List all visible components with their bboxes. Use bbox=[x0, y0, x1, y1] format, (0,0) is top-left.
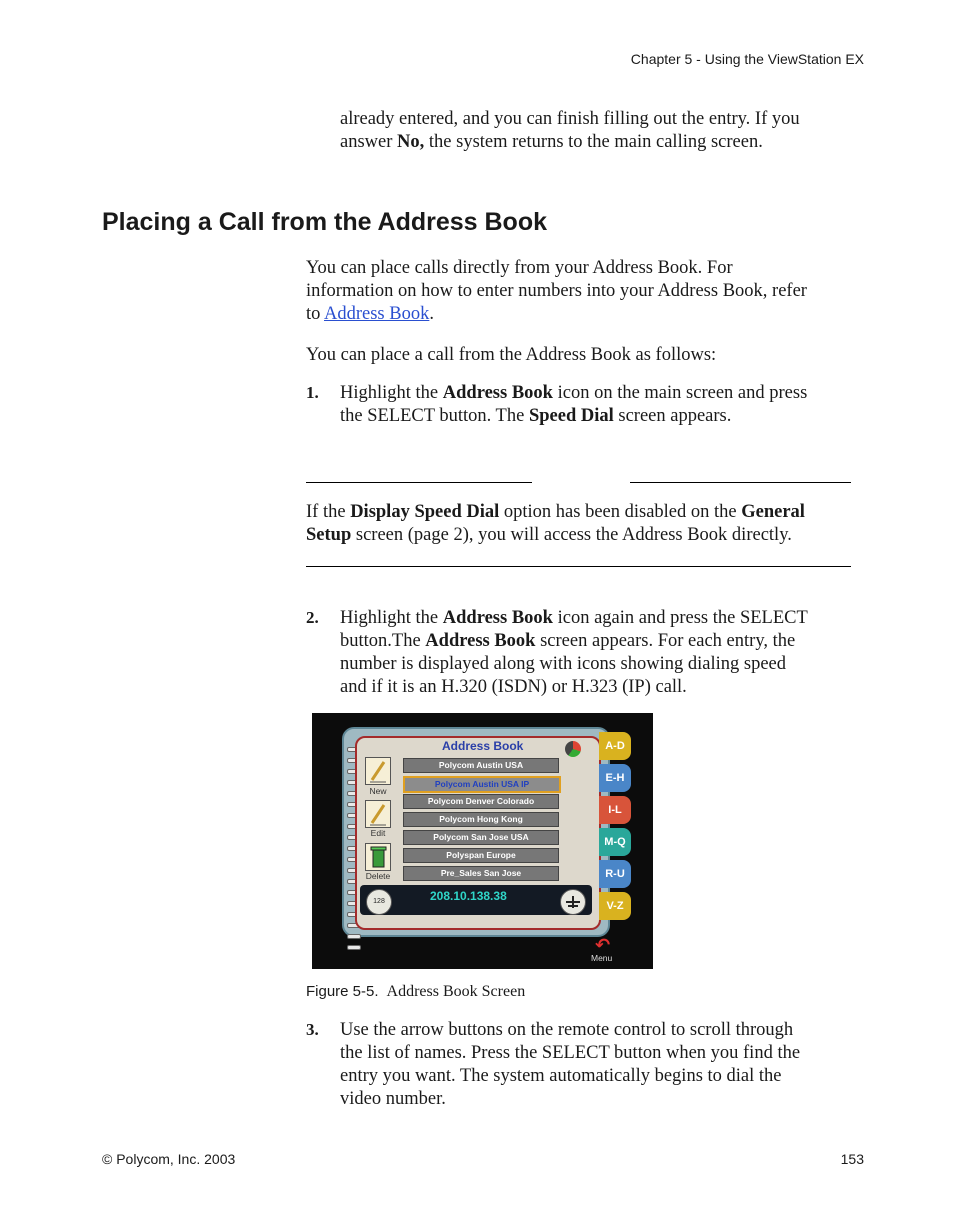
letter-tab[interactable]: I-L bbox=[599, 796, 631, 824]
address-entry[interactable]: Polycom Austin USA bbox=[403, 758, 559, 773]
step-2-text: Highlight the Address Book icon again and press the SELECT button.The Address Book screen appears. For each entry, the number is displayed along with icons showing dialing speed and if it is an H.320 (ISDN) or H.323 (IP) call. bbox=[340, 608, 808, 697]
note-text: If the Display Speed Dial option has been disabled on the General Setup screen (page 2), you will access the Address Book directly. bbox=[306, 502, 805, 545]
address-book-title: Address Book bbox=[442, 739, 524, 753]
selected-number: 208.10.138.38 bbox=[430, 889, 507, 903]
step-3-number: 3. bbox=[306, 1020, 319, 1039]
note-rule-bottom bbox=[306, 566, 851, 567]
address-entry[interactable]: Polycom Austin USA IP bbox=[403, 776, 561, 793]
note-rule-left bbox=[306, 482, 532, 483]
spiral-ring bbox=[347, 934, 361, 939]
letter-tab[interactable]: M-Q bbox=[599, 828, 631, 856]
letter-tab[interactable]: A-D bbox=[599, 732, 631, 760]
trash-can-icon bbox=[366, 844, 390, 870]
running-header: Chapter 5 - Using the ViewStation EX bbox=[630, 51, 864, 67]
ip-network-icon bbox=[561, 890, 585, 914]
section-lead-paragraph: You can place a call from the Address Book as follows: bbox=[306, 345, 717, 365]
step-2-number: 2. bbox=[306, 608, 319, 627]
delete-entry-button[interactable] bbox=[365, 843, 391, 871]
intro-line-1: already entered, and you can finish filling out the entry. If you bbox=[340, 109, 800, 129]
address-entry[interactable]: Polycom Denver Colorado bbox=[403, 794, 559, 809]
section-title: Placing a Call from the Address Book bbox=[102, 208, 548, 236]
address-entry[interactable]: Polycom Hong Kong bbox=[403, 812, 559, 827]
footer-copyright: © Polycom, Inc. 2003 bbox=[102, 1151, 236, 1167]
address-entry[interactable]: Polyspan Europe bbox=[403, 848, 559, 863]
network-icon bbox=[560, 889, 586, 915]
section-intro-paragraph: You can place calls directly from your Address Book. For information on how to enter numbers into your Address Book, refer to Address Book. bbox=[306, 258, 807, 324]
letter-tab[interactable]: V-Z bbox=[599, 892, 631, 920]
edit-entry-button[interactable] bbox=[365, 800, 391, 828]
polycom-logo-icon bbox=[565, 741, 581, 757]
address-entry[interactable]: Polycom San Jose USA bbox=[403, 830, 559, 845]
menu-back-arrow-icon[interactable]: ↶ bbox=[595, 935, 611, 955]
note-rule-right bbox=[630, 482, 851, 483]
address-book-screenshot bbox=[312, 713, 653, 969]
step-1-number: 1. bbox=[306, 383, 319, 402]
letter-tab[interactable]: E-H bbox=[599, 764, 631, 792]
new-entry-button[interactable] bbox=[365, 757, 391, 785]
letter-tab[interactable]: R-U bbox=[599, 860, 631, 888]
intro-line-2: answer No, the system returns to the main calling screen. bbox=[340, 132, 763, 152]
edit-label: Edit bbox=[370, 828, 386, 838]
intro-paragraph bbox=[340, 108, 800, 154]
address-book-link[interactable]: Address Book bbox=[324, 304, 430, 324]
delete-label: Delete bbox=[365, 871, 391, 881]
menu-label: Menu bbox=[591, 953, 613, 963]
new-label: New bbox=[369, 786, 387, 796]
edit-pencil-icon bbox=[366, 801, 390, 827]
address-entry[interactable]: Pre_Sales San Jose bbox=[403, 866, 559, 881]
speed-dial-icon: 128 bbox=[366, 889, 392, 915]
spiral-ring bbox=[347, 945, 361, 950]
step-3-text: Use the arrow buttons on the remote control to scroll through the list of names. Press the SELECT button when you find the entry you want. The system automatically begins to dial the video number. bbox=[340, 1020, 801, 1109]
step-1-text: Highlight the Address Book icon on the main screen and press the SELECT button. The Speed Dial screen appears. bbox=[340, 383, 808, 426]
figure-caption: Figure 5-5. Address Book Screen bbox=[306, 983, 526, 1000]
pencil-icon bbox=[366, 758, 390, 784]
footer-page-number: 153 bbox=[840, 1151, 864, 1167]
